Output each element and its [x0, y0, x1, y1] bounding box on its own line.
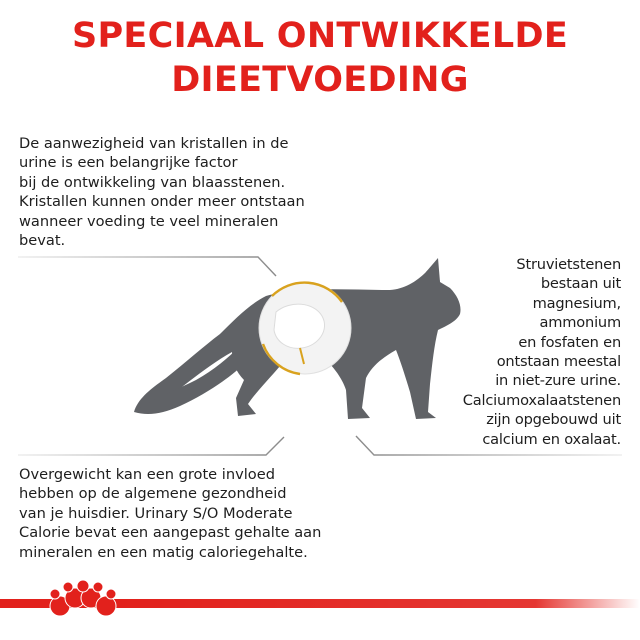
weight-line: Calorie bevat een aangepast gehalte aan: [19, 524, 322, 542]
stones-line: calcium en oxalaat.: [482, 430, 621, 448]
stones-line: magnesium,: [532, 294, 621, 312]
stones-line: Calciumoxalaatstenen: [462, 391, 621, 409]
crystals-line: De aanwezigheid van kristallen in de: [19, 135, 289, 152]
stones-line: ontstaan meestal: [496, 353, 621, 371]
stones-line: zijn opgebouwd uit: [486, 411, 621, 429]
weight-line: mineralen en een matig caloriegehalte.: [19, 543, 308, 561]
crystals-line: wanneer voeding te veel mineralen: [19, 212, 279, 230]
title-line-2: DIEETVOEDING: [171, 60, 469, 100]
stones-line: in niet-zure urine.: [495, 372, 621, 390]
crystals-line: bij de ontwikkeling van blaasstenen.: [19, 173, 286, 191]
stones-line: en fosfaten en: [518, 333, 621, 351]
crystals-line: Kristallen kunnen onder meer ontstaan: [19, 193, 305, 211]
title-line-1: SPECIAAL ONTWIKKELDE: [71, 16, 569, 56]
weight-line: hebben op de algemene gezondheid: [19, 485, 287, 503]
stones-line: Struvietstenen: [516, 256, 621, 273]
stones-line: bestaan uit: [540, 275, 621, 293]
stones-line: ammonium: [539, 314, 621, 332]
crystals-line: bevat.: [19, 232, 66, 250]
weight-line: Overgewicht kan een grote invloed: [19, 466, 275, 483]
crystals-line: urine is een belangrijke factor: [19, 154, 238, 172]
weight-line: van je huisdier. Urinary S/O Moderate: [19, 504, 293, 522]
